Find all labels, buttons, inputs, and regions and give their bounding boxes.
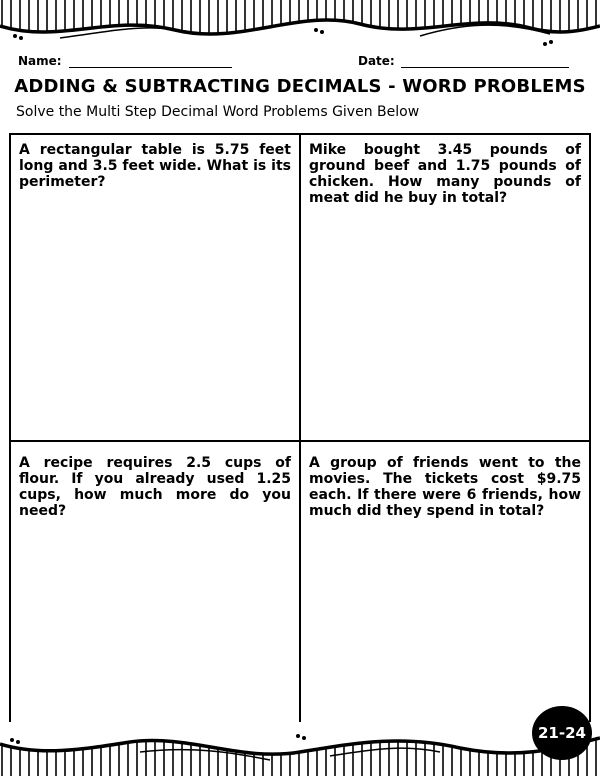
- name-label: Name:: [18, 54, 62, 68]
- problem-1-text: A rectangular table is 5.75 feet long and 3.5 feet wide. What is its perimeter?: [19, 142, 291, 190]
- name-field[interactable]: [69, 67, 232, 68]
- problem-cell-3[interactable]: [11, 442, 301, 733]
- problem-cell-1[interactable]: [11, 135, 301, 442]
- date-field[interactable]: [401, 67, 569, 68]
- worksheet-title: ADDING & SUBTRACTING DECIMALS - WORD PROBLEMS: [14, 76, 586, 97]
- problem-4-text: A group of friends went to the movies. The tickets cost $9.75 each. If there were 6 friends, how much did they spend in total?: [309, 455, 581, 519]
- problem-cell-2[interactable]: [301, 135, 591, 442]
- bottom-wavy-stripe-border: [0, 722, 600, 776]
- problem-3-text: A recipe requires 2.5 cups of flour. If you already used 1.25 cups, how much more do you need?: [19, 455, 291, 519]
- problem-grid: [9, 133, 591, 733]
- problem-2-text: Mike bought 3.45 pounds of ground beef and 1.75 pounds of chicken. How many pounds of meat did he buy in total?: [309, 142, 581, 206]
- top-wavy-stripe-border: [0, 0, 600, 50]
- date-label: Date:: [358, 54, 395, 68]
- problem-cell-4[interactable]: [301, 442, 591, 733]
- worksheet-instructions: Solve the Multi Step Decimal Word Problems Given Below: [16, 104, 420, 120]
- page-range-badge: 21-24: [532, 706, 592, 760]
- name-date-row: [12, 52, 588, 72]
